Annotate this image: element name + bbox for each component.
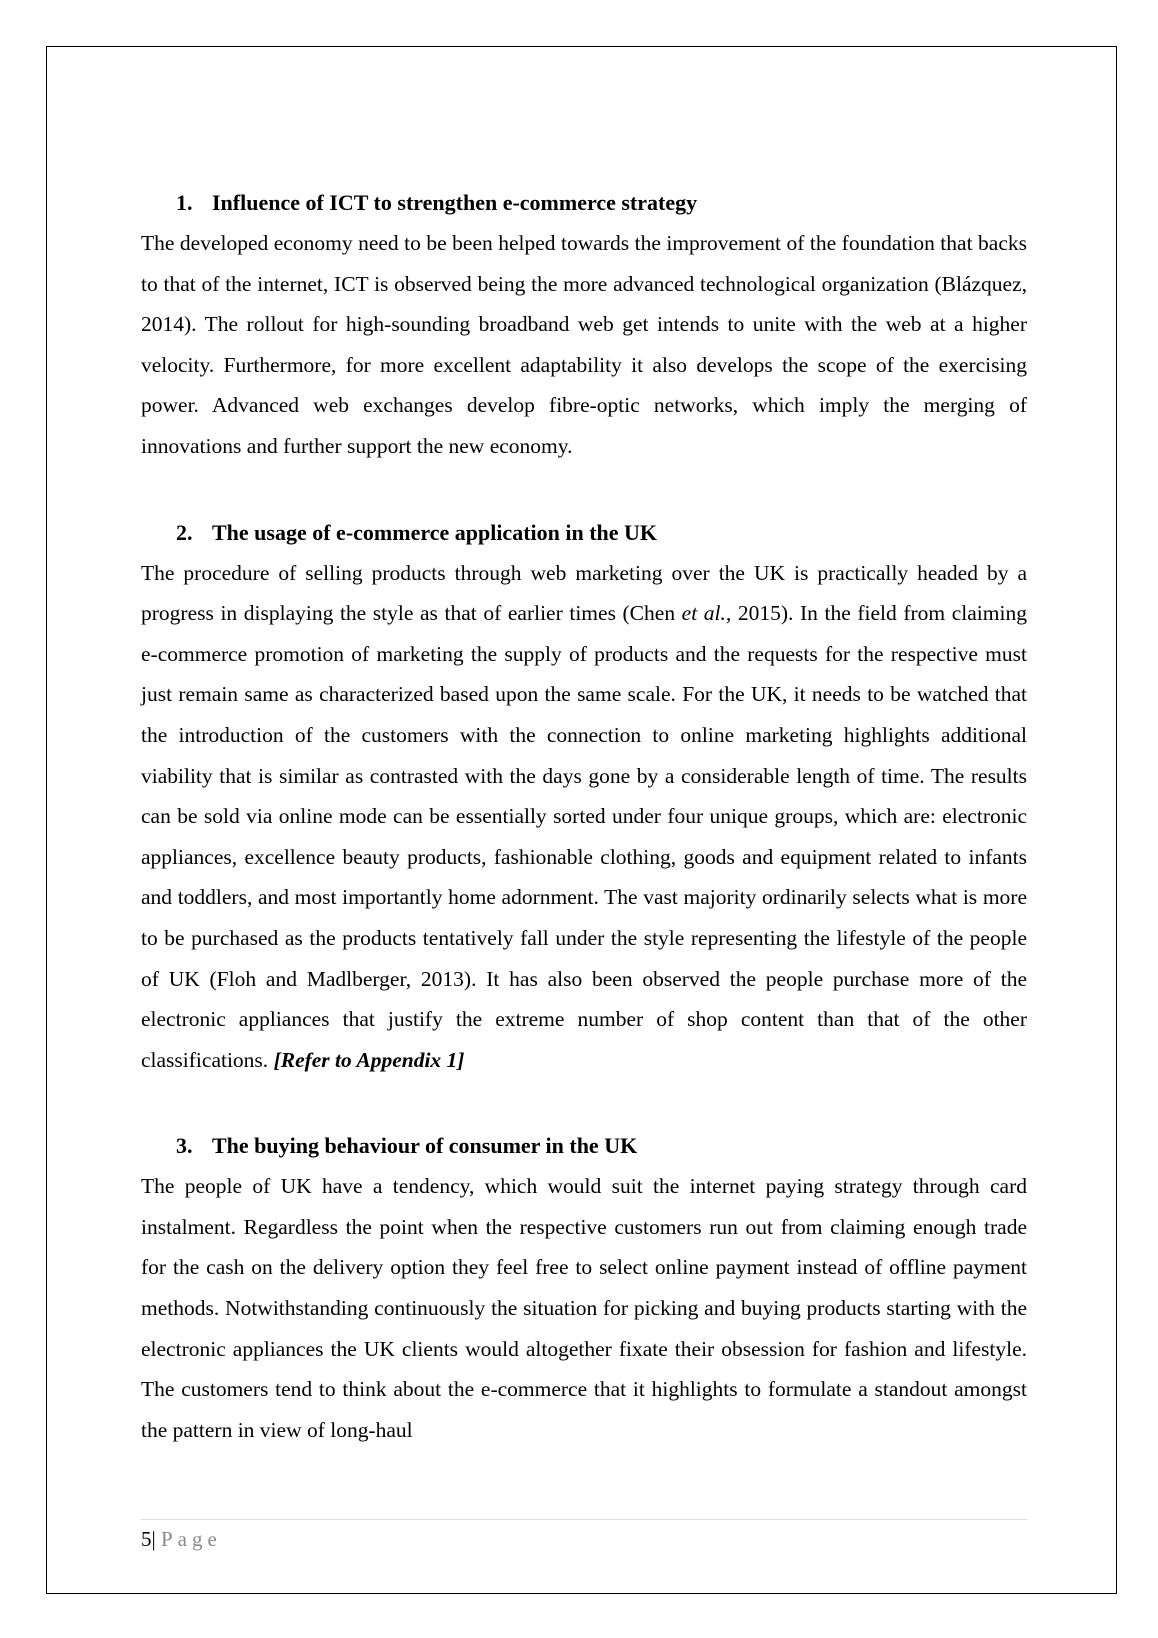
page-number: 5 <box>141 1527 152 1551</box>
section-number: 2. <box>176 519 193 545</box>
section-heading-usage <box>141 513 1027 553</box>
section-title: The usage of e-commerce application in the UK <box>212 519 658 545</box>
page-label: Page <box>160 1527 222 1551</box>
section-number: 3. <box>176 1133 193 1159</box>
section-spacer <box>141 467 1027 513</box>
document-body <box>141 183 1027 1450</box>
section-spacer <box>141 1080 1027 1126</box>
section-heading-buying-behaviour <box>141 1126 1027 1166</box>
section-title: The buying behaviour of consumer in the UK <box>212 1133 638 1159</box>
paragraph-text: The procedure of selling products through web marketing over the UK is practically headed by a progress in displaying the style as that of earlier times (Chen <box>141 560 1027 626</box>
citation-italic: et al., <box>681 601 732 626</box>
appendix-reference: [Refer to Appendix 1] <box>273 1047 465 1072</box>
page-footer <box>141 1519 1027 1554</box>
paragraph-text: 2015). In the field from claiming e-commerce promotion of marketing the supply of products and the requests for the respective must just remain same as characterized based upon the same scale. For the UK, it needs to be watched that the introduction of the customers with the connection to online marketing highlights additional viability that is similar as contrasted with the days gone by a considerable length of time. The results can be sold via online mode can be essentially sorted under four unique groups, which are: electronic appliances, excellence beauty products, fashionable clothing, goods and equipment related to infants and toddlers, and most importantly home adornment. The vast majority ordinarily selects what is more to be purchased as the products tentatively fall under the style representing the lifestyle of the people of UK (Floh and Madlberger, 2013). It has also been observed the people purchase more of the electronic appliances that justify the extreme number of shop content than that of the other classifications. <box>141 601 1027 1072</box>
footer-separator: | <box>151 1527 156 1551</box>
paragraph-ict: The developed economy need to be been helped towards the improvement of the foundation that backs to that of the internet, ICT is observed being the more advanced technological organization (Blázquez, 2014). The rollout for high-sounding broadband web get intends to unite with the web at a higher velocity. Furthermore, for more excellent adaptability it also develops the scope of the exercising power. Advanced web exchanges develop fibre-optic networks, which imply the merging of innovations and further support the new economy. <box>141 231 1027 458</box>
section-number: 1. <box>176 190 193 215</box>
paragraph-usage <box>141 553 1027 1081</box>
paragraph-buying-behaviour: The people of UK have a tendency, which would suit the internet paying strategy through card instalment. Regardless the point when the respective customers run out from claiming enough trade for the cash on the delivery option they feel free to select online payment instead of offline payment methods. Notwithstanding continuously the situation for picking and buying products starting with the electronic appliances the UK clients would altogether fixate their obsession for fashion and lifestyle. The customers tend to think about the e-commerce that it highlights to formulate a standout amongst the pattern in view of long-haul <box>141 1174 1027 1442</box>
section-heading-ict <box>141 183 1027 223</box>
section-title: Influence of ICT to strengthen e-commerce strategy <box>212 190 698 215</box>
